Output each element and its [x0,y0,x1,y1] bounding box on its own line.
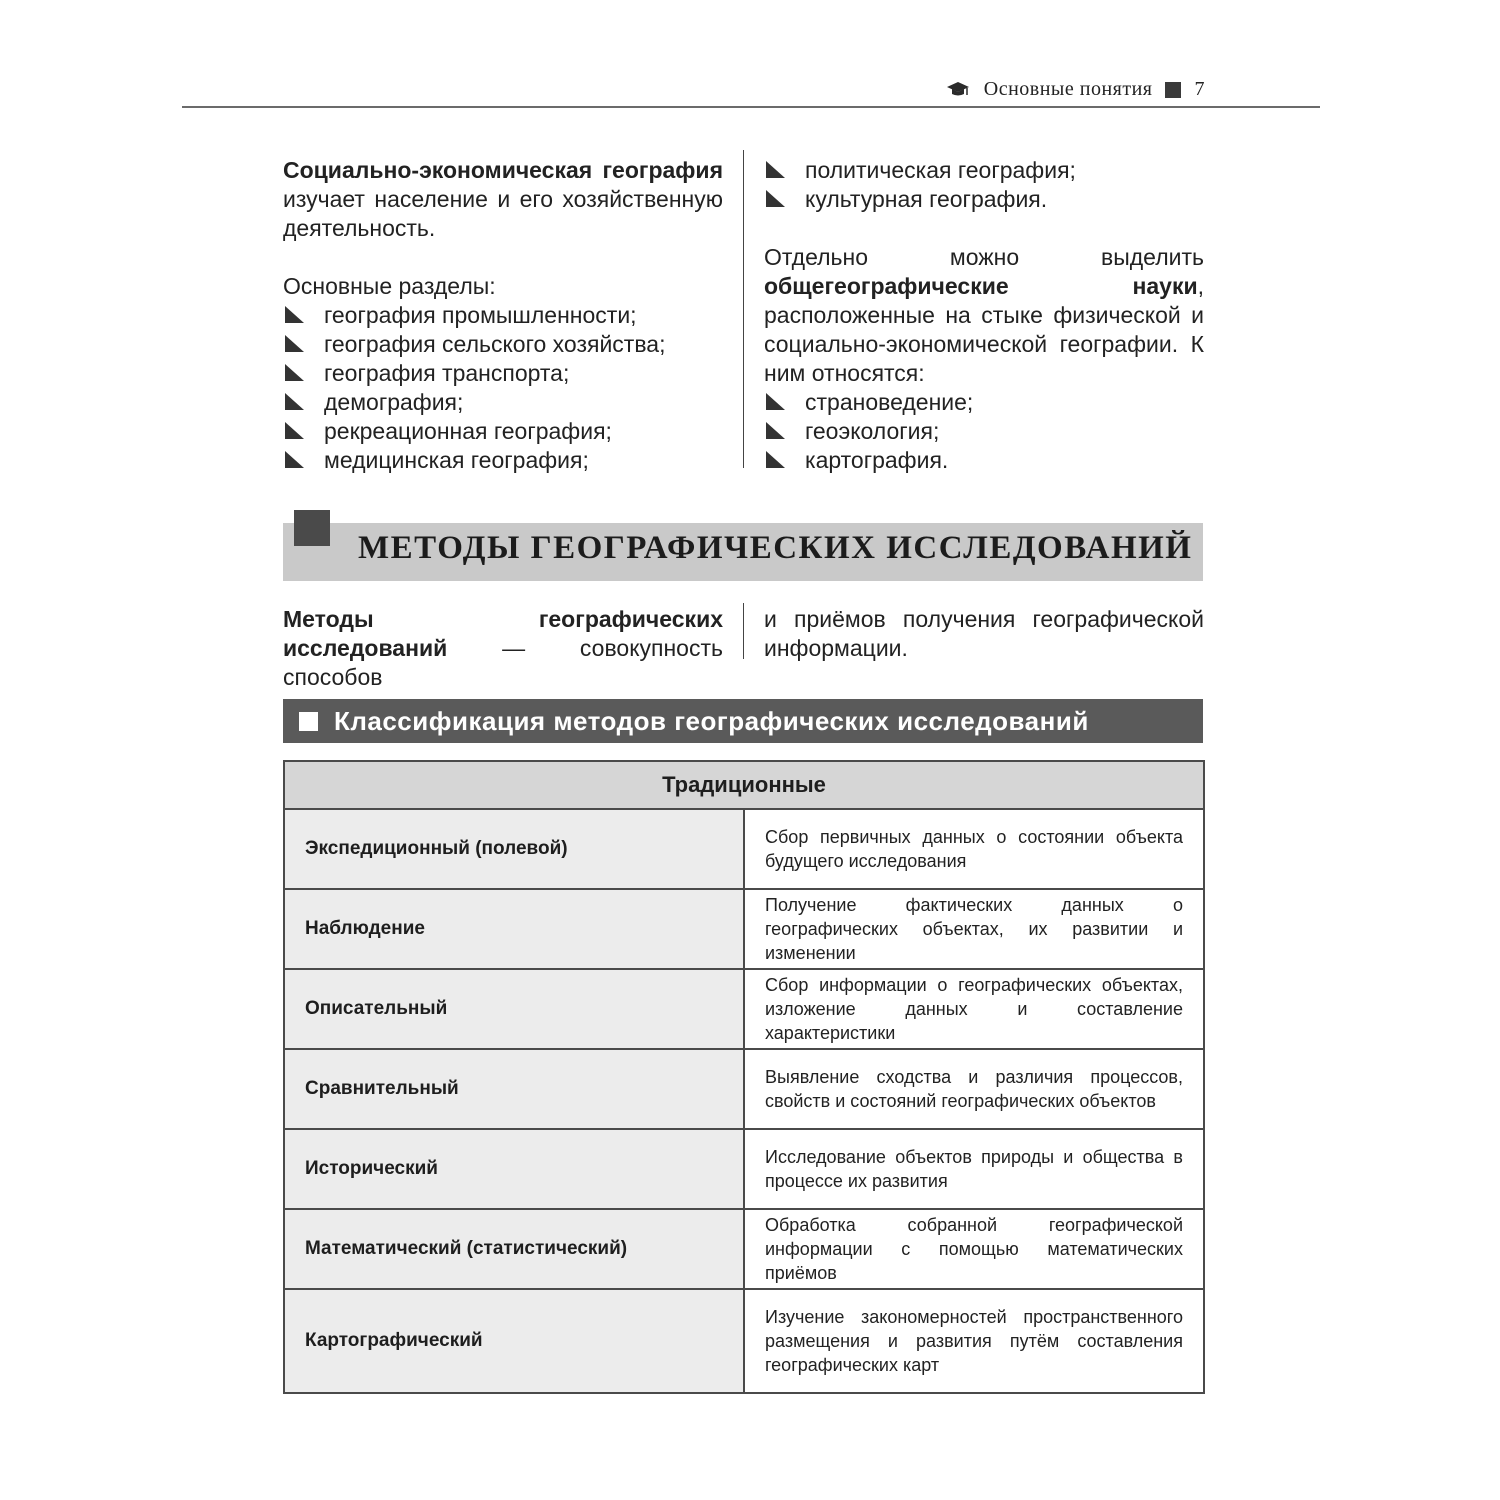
subsection-square-mark [299,712,318,731]
methods-table [283,760,1205,1394]
triangle-bullet-icon [285,335,304,352]
table-row [284,809,1204,889]
method-name: Экспедиционный (полевой) [284,809,744,889]
triangle-bullet-icon [285,364,304,381]
method-name: Исторический [284,1129,744,1209]
triangle-bullet-icon [285,306,304,323]
list-item: демография; [283,388,723,417]
sections-label: Основные разделы: [283,273,496,299]
running-header-section: Основные понятия [983,78,1153,100]
triangle-bullet-icon [766,422,785,439]
general-sciences-list [764,388,1204,475]
table-row [284,1129,1204,1209]
triangle-bullet-icon [766,161,785,178]
running-header-content [946,78,1205,101]
table-row [284,1049,1204,1129]
table-row [284,889,1204,969]
list-item: политическая география; [764,156,1204,185]
table-row [284,1289,1204,1393]
intro-term: Социально-экономическая география [283,157,723,183]
list-item: геоэкология; [764,417,1204,446]
left-column [283,156,723,475]
intro-paragraph [283,156,723,243]
method-name: Описательный [284,969,744,1049]
running-header [182,74,1320,108]
method-name: Математический (статистический) [284,1209,744,1289]
triangle-bullet-icon [766,190,785,207]
list-item: культурная география. [764,185,1204,214]
intro-rest: изучает население и его хозяйственную деятельность. [283,186,723,241]
list-item: страноведение; [764,388,1204,417]
method-description: Изучение закономерностей пространственного размещения и развития путём составления географических карт [744,1289,1204,1393]
subsection-title: Классификация методов географических исследований [334,705,1089,736]
header-square-mark [1165,82,1181,98]
column-divider [743,150,744,468]
sections-list-continued [764,156,1204,214]
page-number: 7 [1194,78,1205,100]
method-description: Получение фактических данных о географических объектах, их развитии и изменении [744,889,1204,969]
column-divider [743,603,744,659]
method-name: Картографический [284,1289,744,1393]
sections-list [283,301,723,475]
list-item: рекреационная география; [283,417,723,446]
section-title: МЕТОДЫ ГЕОГРАФИЧЕСКИХ ИССЛЕДОВАНИЙ [358,530,1193,566]
graduation-cap-icon [946,81,970,99]
triangle-bullet-icon [285,393,304,410]
method-name: Наблюдение [284,889,744,969]
list-item: картография. [764,446,1204,475]
list-item: география сельского хозяйства; [283,330,723,359]
definition-left: Методы географических исследований — совокупность способов [283,606,723,690]
method-description: Сбор первичных данных о состоянии объекта будущего исследования [744,809,1204,889]
triangle-bullet-icon [766,393,785,410]
method-description: Обработка собранной географической информации с помощью математических приёмов [744,1209,1204,1289]
method-description: Выявление сходства и различия процессов, свойств и состояний географических объектов [744,1049,1204,1129]
definition-right: и приёмов получения географической информации. [764,606,1204,661]
triangle-bullet-icon [766,451,785,468]
list-item: география промышленности; [283,301,723,330]
general-sciences-term: общегеографические науки [764,273,1198,299]
method-name: Сравнительный [284,1049,744,1129]
definition-term: Методы географических исследований [283,606,723,661]
subsection-bar [283,699,1203,743]
triangle-bullet-icon [285,422,304,439]
table-row [284,969,1204,1049]
general-sciences-paragraph: Отдельно можно выделить общегеографические науки, расположенные на стыке физической и социально-экономической географии. К ним относятся: [764,244,1204,386]
list-item: медицинская география; [283,446,723,475]
table-row [284,1209,1204,1289]
section-square-mark [294,510,330,546]
right-column [764,156,1204,475]
triangle-bullet-icon [285,451,304,468]
table-header: Традиционные [284,761,1204,809]
method-description: Сбор информации о географических объектах, изложение данных и составление характеристики [744,969,1204,1049]
method-description: Исследование объектов природы и общества в процессе их развития [744,1129,1204,1209]
list-item: география транспорта; [283,359,723,388]
